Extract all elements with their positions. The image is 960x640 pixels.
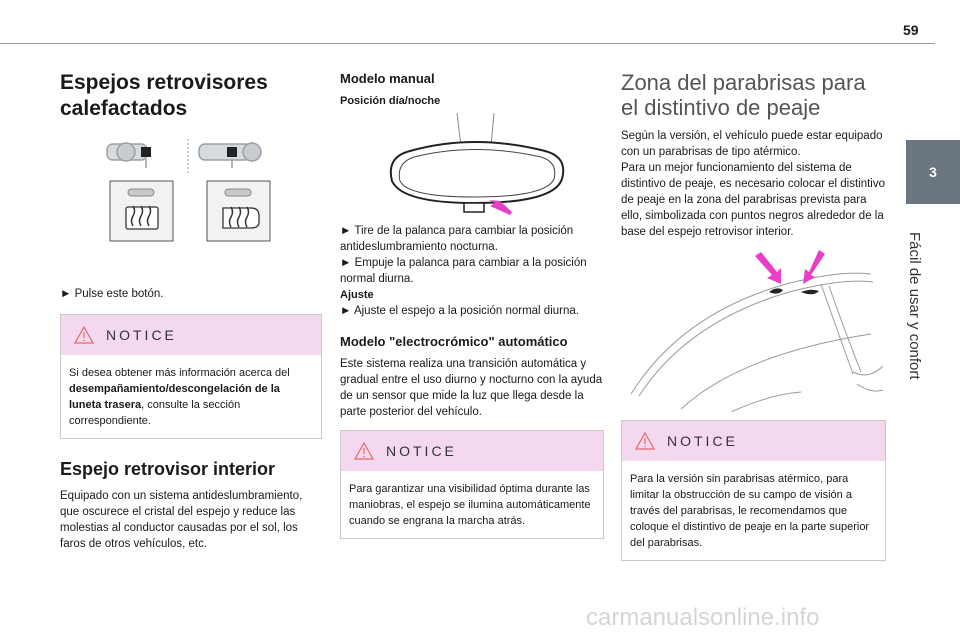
push-lever-step: ► Empuje la palanca para cambiar a la posición normal diurna. [340,257,587,285]
chapter-tab[interactable]: 3 [906,140,960,204]
column-manual-model [340,70,604,539]
notice-body: Para garantizar una visibilidad óptima durante las maniobras, el espejo se ilumina automáticamente cuando se engrana la marcha atrás. [349,483,591,527]
manual-model-title: Modelo manual [340,71,435,86]
interior-mirror-title: Espejo retrovisor interior [60,459,276,479]
top-divider [0,43,935,44]
notice-header [341,431,603,471]
notice-box-toll [621,420,886,561]
notice-text-before: Si desea obtener más información acerca del [69,367,290,379]
arrow-right-icon [803,250,825,284]
auto-model-title: Modelo "electrocrómico" automático [340,334,568,349]
notice-box-reverse [340,430,604,539]
chapter-title-text: Fácil de usar y confort [906,232,923,380]
windshield-illustration [621,244,886,412]
notice-title: NOTICE [106,327,177,343]
pull-lever-step: ► Tire de la palanca para cambiar la posición antideslumbramiento nocturna. [340,225,574,253]
toll-zone-title: Zona del parabrisas para el distintivo de peaje [621,70,866,120]
notice-text-after: , consulte la sección correspondiente. [69,399,241,427]
notice-title: NOTICE [386,443,457,459]
adjust-title: Ajuste [340,289,374,301]
notice-header [61,315,321,355]
defrost-button-left[interactable] [110,181,173,241]
column-heated-mirrors [60,70,322,552]
notice-header [622,421,885,461]
adjust-step: ► Ajuste el espejo a la posición normal diurna. [340,305,579,317]
mirror-left-figure [107,143,151,168]
interior-mirror-text: Equipado con un sistema antideslumbramiento, que oscurece el cristal del espejo y reduce las molestias al conductor causadas por el sol, los faros de otros vehículos, etc. [60,490,303,550]
rearview-mirror-illustration [340,111,604,219]
auto-model-text: Este sistema realiza una transición automática y gradual entre el uso diurno y nocturno con la ayuda de un sensor que mide la luz que llega desde la parte posterior del vehículo. [340,358,603,418]
page-number: 59 [903,22,919,38]
notice-body: Para la versión sin parabrisas atérmico, para limitar la obstrucción de su campo de visión a través del parabrisas, le recomendamos que coloque el distintivo de peaje en la parte superior del parabrisas. [630,473,870,549]
mirror-right-figure [199,143,261,168]
heated-mirrors-title: Espejos retrovisores calefactados [60,71,268,120]
warning-icon [354,442,374,460]
day-night-title: Posición día/noche [340,95,441,107]
press-button-step: ► Pulse este botón. [60,288,164,300]
column-toll-badge [621,70,886,561]
chapter-title [895,232,935,492]
heated-mirrors-illustration [60,134,322,274]
notice-title: NOTICE [667,433,738,449]
notice-text-bold: desempañamiento/descongelación de la luneta trasera [69,383,280,411]
notice-box-defrost [60,314,322,439]
defrost-button-right[interactable] [207,181,270,241]
arrow-left-icon [755,252,781,284]
toll-zone-text: Según la versión, el vehículo puede estar equipado con un parabrisas de tipo atérmico. Para un mejor funcionamiento del sistema de distintivo de peaje, es necesario colocar el distintivo de peaje en la zona del parabrisas prevista para ello, simbolizada con puntos negros alrededor de la base del espejo retrovisor interior. [621,130,886,238]
notice-body [61,355,321,438]
watermark[interactable]: carmanualsonline.info [586,604,820,631]
warning-icon [635,432,655,450]
warning-icon [74,326,94,344]
